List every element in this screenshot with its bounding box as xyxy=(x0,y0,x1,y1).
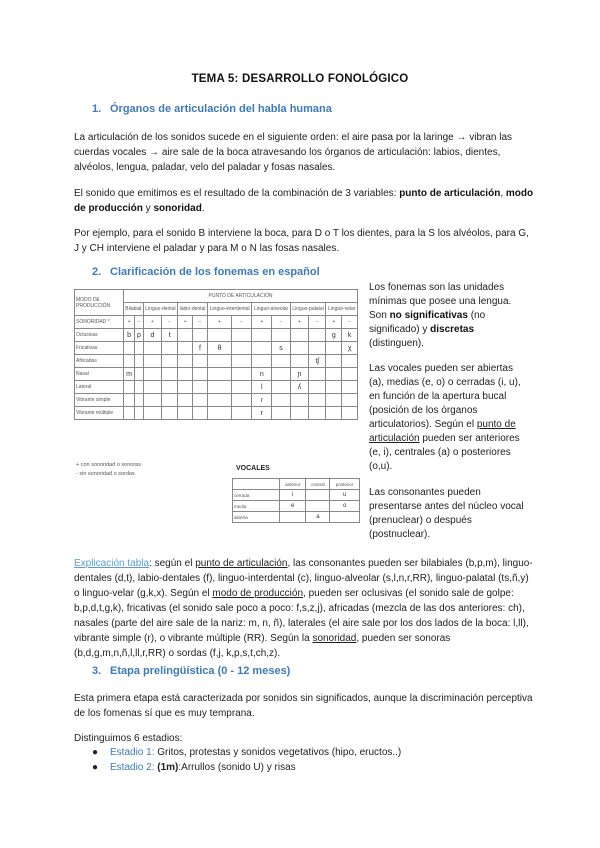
phoneme-cell xyxy=(178,355,193,368)
phoneme-cell xyxy=(135,342,144,355)
col-header: Linguo-dental xyxy=(143,303,177,316)
list-item xyxy=(92,745,401,760)
phoneme-cell xyxy=(162,407,178,420)
section-1-paragraph-3: Por ejemplo, para el sonido B interviene la boca, para D o T los dientes, para la S los alvéolos, para G, J y CH interviene el paladar y para M o N las fosas nasales. xyxy=(74,228,529,254)
phoneme-cell xyxy=(231,407,252,420)
section-3-paragraph-2: Distinguimos 6 estadios: xyxy=(74,733,183,744)
col-header: Bilabial xyxy=(124,303,144,316)
phoneme-cell xyxy=(342,355,358,368)
section-1-title: Órganos de articulación del habla humana xyxy=(110,103,332,115)
phoneme-cell xyxy=(290,394,308,407)
phoneme-cell: ɲ xyxy=(290,368,308,381)
phoneme-cell xyxy=(143,381,162,394)
phoneme-cell xyxy=(231,342,252,355)
phoneme-cell xyxy=(124,407,135,420)
phoneme-cell xyxy=(193,381,208,394)
phoneme-cell xyxy=(143,342,162,355)
phoneme-cell xyxy=(193,407,208,420)
phoneme-cell: m xyxy=(124,368,135,381)
phoneme-cell xyxy=(162,342,178,355)
phoneme-cell xyxy=(290,355,308,368)
table-row xyxy=(75,355,358,368)
sign-cell: + xyxy=(124,316,135,329)
phoneme-cell xyxy=(326,368,342,381)
phoneme-cell xyxy=(309,342,326,355)
vowel-row-label: cerrada xyxy=(233,490,280,501)
phoneme-cell xyxy=(207,368,231,381)
vowel-col-header: central xyxy=(306,479,330,490)
sign-cell: + xyxy=(207,316,231,329)
table-row xyxy=(75,342,358,355)
phoneme-cell xyxy=(193,329,208,342)
phoneme-cell xyxy=(252,342,272,355)
legend-sonoras: + con sonoridad o sonoras xyxy=(76,462,141,468)
sign-cell: − xyxy=(162,316,178,329)
vowel-row-label: media xyxy=(233,501,280,512)
stage-bold: (1m) xyxy=(154,762,179,773)
phoneme-cell xyxy=(124,394,135,407)
sign-cell: − xyxy=(309,316,326,329)
phoneme-cell xyxy=(326,407,342,420)
vowel-cell: o xyxy=(330,501,360,512)
phoneme-cell xyxy=(342,394,358,407)
phoneme-cell: n xyxy=(252,368,272,381)
phoneme-cell xyxy=(207,329,231,342)
section-3-paragraph-1: Esta primera etapa está caracterizada por sonidos sin significados, aunque la discriminación perceptiva de los fomenas sí que es muy temprana. xyxy=(74,693,533,719)
table-row xyxy=(75,329,358,342)
sign-cell: + xyxy=(252,316,272,329)
phoneme-cell xyxy=(207,407,231,420)
table-row xyxy=(75,368,358,381)
phoneme-cell xyxy=(178,394,193,407)
phoneme-cell xyxy=(193,368,208,381)
section-2-heading xyxy=(92,266,320,278)
stage-label: Estadio 1: xyxy=(110,747,155,758)
sign-cell: − xyxy=(231,316,252,329)
text-run: , las consonantes pueden ser bilabiales (b,p,m), linguo-dentales (d,t), labio-dentales (f), linguo-interdental (c), linguo-alveolar (s,l,n,r,RR), linguo-palatal (ts,ñ,y) o linguo-velar (g,k,x). Según el xyxy=(74,558,533,599)
vowel-cell: i xyxy=(280,490,306,501)
phoneme-cell xyxy=(178,407,193,420)
phoneme-cell xyxy=(309,407,326,420)
underlined-term: punto de articulación xyxy=(369,419,516,444)
vowel-cell xyxy=(330,512,360,523)
phoneme-cell: tʃ xyxy=(309,355,326,368)
phoneme-cell xyxy=(309,368,326,381)
underlined-term: sonoridad xyxy=(312,633,357,644)
phoneme-cell: b xyxy=(124,329,135,342)
text-run: y xyxy=(142,203,154,214)
table-corner-top: MODO DE PRODUCCIÓN xyxy=(75,290,124,316)
vowel-col-header: anterior xyxy=(280,479,306,490)
phoneme-cell xyxy=(272,394,291,407)
phoneme-cell xyxy=(272,381,291,394)
text-run: (distinguen). xyxy=(369,338,425,349)
phoneme-cell xyxy=(178,342,193,355)
text-run: El sonido que emitimos es el resultado de la combinación de 3 variables: xyxy=(74,188,400,199)
phoneme-cell xyxy=(135,394,144,407)
bold-term-modo: modo de producción xyxy=(74,188,534,214)
vowels-table xyxy=(232,478,360,523)
text-run: Las vocales pueden ser abiertas (a), medias (e, o) o cerradas (i, u), en función de la apertura bucal (posición de los órganos articulatorios). Según el xyxy=(369,363,521,430)
phoneme-cell xyxy=(252,355,272,368)
legend-sordas: - sin sonoridad o sordas xyxy=(76,471,135,477)
phoneme-cell xyxy=(207,394,231,407)
consonants-description: Las consonantes pueden presentarse antes del núcleo vocal (prenuclear) o después (postnuclear). xyxy=(369,487,524,540)
phoneme-cell xyxy=(143,394,162,407)
phoneme-cell xyxy=(290,342,308,355)
vowel-cell: a xyxy=(306,512,330,523)
phoneme-cell: s xyxy=(272,342,291,355)
vowel-cell xyxy=(306,490,330,501)
row-label: Vibrante múltiple xyxy=(75,407,124,420)
table-main-header: PUNTO DE ARTICULACIÓN xyxy=(124,290,358,303)
sign-cell: − xyxy=(272,316,291,329)
phoneme-cell xyxy=(193,355,208,368)
phoneme-cell xyxy=(124,355,135,368)
page-title: TEMA 5: DESARROLLO FONOLÓGICO xyxy=(191,73,409,85)
section-1-paragraph-1: La articulación de los sonidos sucede en el siguiente orden: el aire pasa por la laringe → vibran las cuerdas vocales → aire sale de la boca atravesando los órganos de articulación: labios, dientes, alvéolos, lengua, paladar, velo del paladar y fosas nasales. xyxy=(74,132,513,173)
phoneme-cell: p xyxy=(135,329,144,342)
phoneme-cell: r xyxy=(252,407,272,420)
vowel-row-label: abierta xyxy=(233,512,280,523)
phoneme-cell xyxy=(162,355,178,368)
table-explanation xyxy=(74,556,534,661)
phoneme-cell xyxy=(326,342,342,355)
phonemes-definition xyxy=(369,281,529,351)
phoneme-cell xyxy=(326,355,342,368)
sign-cell: + xyxy=(326,316,342,329)
explanation-link[interactable]: Explicación tabla xyxy=(74,558,150,569)
vowel-cell: e xyxy=(280,501,306,512)
col-header: labio-dental xyxy=(178,303,208,316)
text-run: , xyxy=(500,188,506,199)
table-row xyxy=(75,381,358,394)
phoneme-cell xyxy=(272,329,291,342)
phoneme-cell: ɾ xyxy=(252,394,272,407)
phoneme-cell xyxy=(326,381,342,394)
col-header: Linguo-palatal xyxy=(290,303,326,316)
phoneme-cell xyxy=(124,342,135,355)
bold-term-punto: punto de articulación xyxy=(399,188,501,199)
phoneme-cell xyxy=(272,407,291,420)
stage-label: Estadio 2: xyxy=(110,762,155,773)
vowel-cell: u xyxy=(330,490,360,501)
phoneme-cell xyxy=(135,355,144,368)
bold-term-no-significativas: no significativas xyxy=(389,310,468,321)
bullet: ● xyxy=(92,747,99,758)
sign-cell: − xyxy=(193,316,208,329)
text-run: (no significado) y xyxy=(369,310,486,335)
phoneme-cell xyxy=(135,407,144,420)
phoneme-cell xyxy=(162,368,178,381)
phoneme-cell xyxy=(178,368,193,381)
sign-cell: + xyxy=(290,316,308,329)
section-1-number: 1. xyxy=(92,103,102,115)
underlined-term: modo de producción xyxy=(212,588,304,599)
phoneme-cell xyxy=(309,381,326,394)
col-header: Linguo-alveolar xyxy=(252,303,290,316)
table-row xyxy=(75,407,358,420)
col-header: Linguo-velar xyxy=(326,303,358,316)
phoneme-cell xyxy=(290,329,308,342)
phoneme-cell xyxy=(231,381,252,394)
bullet: ● xyxy=(92,762,99,773)
row-label: Vibrante simple xyxy=(75,394,124,407)
phoneme-cell: g xyxy=(326,329,342,342)
phoneme-cell xyxy=(309,394,326,407)
sign-cell: + xyxy=(178,316,193,329)
phoneme-cell xyxy=(309,329,326,342)
table-row xyxy=(75,394,358,407)
phoneme-cell xyxy=(231,355,252,368)
phoneme-cell xyxy=(135,368,144,381)
section-2-number: 2. xyxy=(92,266,102,278)
phoneme-cell: θ xyxy=(207,342,231,355)
phoneme-cell xyxy=(290,407,308,420)
phoneme-cell xyxy=(135,381,144,394)
list-item xyxy=(92,760,296,775)
phoneme-cell xyxy=(207,355,231,368)
phoneme-cell xyxy=(193,394,208,407)
table-row xyxy=(233,501,360,512)
vowel-cell xyxy=(306,501,330,512)
col-header: Linguo-interdental xyxy=(207,303,251,316)
phoneme-cell: k xyxy=(342,329,358,342)
section-1-heading xyxy=(92,103,332,115)
row-label: Oclusivas xyxy=(75,329,124,342)
vowels-corner xyxy=(233,479,280,490)
table-row xyxy=(233,512,360,523)
underlined-term: punto de articulación xyxy=(195,558,288,569)
phoneme-cell xyxy=(207,381,231,394)
phoneme-cell xyxy=(124,381,135,394)
phoneme-cell xyxy=(231,368,252,381)
phoneme-cell xyxy=(143,368,162,381)
phoneme-cell xyxy=(162,381,178,394)
phoneme-cell xyxy=(178,381,193,394)
sign-cell: − xyxy=(135,316,144,329)
phoneme-cell xyxy=(231,394,252,407)
row-label: Fricativas xyxy=(75,342,124,355)
vowels-description xyxy=(369,362,529,474)
phoneme-cell xyxy=(231,329,252,342)
phoneme-cell xyxy=(326,394,342,407)
stage-text: Gritos, protestas y sonidos vegetativos (hipo, eructos..) xyxy=(154,747,402,758)
text-run: Los fonemas son las unidades mínimas que posee una lengua. Son xyxy=(369,282,512,321)
text-run: pueden ser anteriores (e, i), centrales (a) o posteriores (o,u). xyxy=(369,433,520,472)
section-3-heading xyxy=(92,665,290,677)
phoneme-cell xyxy=(178,329,193,342)
row-label: Africadas xyxy=(75,355,124,368)
phoneme-cell xyxy=(342,407,358,420)
phoneme-cell xyxy=(342,368,358,381)
bold-term-discretas: discretas xyxy=(430,324,475,335)
section-1-paragraph-2 xyxy=(74,186,534,216)
table-row xyxy=(233,490,360,501)
phoneme-cell xyxy=(272,355,291,368)
section-2-title: Clarificación de los fonemas en español xyxy=(110,266,320,278)
row-label: Nasal xyxy=(75,368,124,381)
section-3-title: Etapa prelingüística (0 - 12 meses) xyxy=(110,665,291,677)
phoneme-cell: χ xyxy=(342,342,358,355)
phoneme-cell xyxy=(252,329,272,342)
sign-cell: + xyxy=(143,316,162,329)
table-corner-bottom: SONORIDAD * xyxy=(75,316,124,329)
phoneme-cell: t xyxy=(162,329,178,342)
stage-text: :Arrullos (sonido U) y risas xyxy=(178,762,296,773)
phoneme-cell: l xyxy=(252,381,272,394)
text-run: , pueden ser sonoras (b,d,g,m,n,ñ,l,ll,r,RR) o sordas (f,j, k,p,s,t,ch,z). xyxy=(74,633,451,659)
phoneme-cell xyxy=(143,355,162,368)
phoneme-cell xyxy=(342,381,358,394)
vowel-cell xyxy=(280,512,306,523)
text-run: . xyxy=(201,203,205,214)
vowel-col-header: posterior xyxy=(330,479,360,490)
phoneme-cell: ʎ xyxy=(290,381,308,394)
text-run: : según el xyxy=(149,558,196,569)
bold-term-sonoridad: sonoridad xyxy=(153,203,202,214)
vowels-title: VOCALES xyxy=(236,465,270,472)
sign-cell: − xyxy=(342,316,358,329)
section-3-number: 3. xyxy=(92,665,102,677)
consonant-table xyxy=(74,289,358,420)
phoneme-cell: d xyxy=(143,329,162,342)
phoneme-cell: f xyxy=(193,342,208,355)
phoneme-cell xyxy=(272,368,291,381)
phoneme-cell xyxy=(162,394,178,407)
phoneme-cell xyxy=(143,407,162,420)
text-run: , pueden ser oclusivas (el sonido sale de golpe: b,p,d,t,g,k), fricativas (el sonido sale poco a poco: f,s,z,j), africadas (mezcla de las dos anteriores: ch), nasales (parte del aire sale de la nariz: m, n, ñ), laterales (el aire sale por los dos lados de la boca: l,ll), vibrante simple (r), o vibrante múltiple (RR). Según la xyxy=(74,588,529,644)
row-label: Lateral xyxy=(75,381,124,394)
